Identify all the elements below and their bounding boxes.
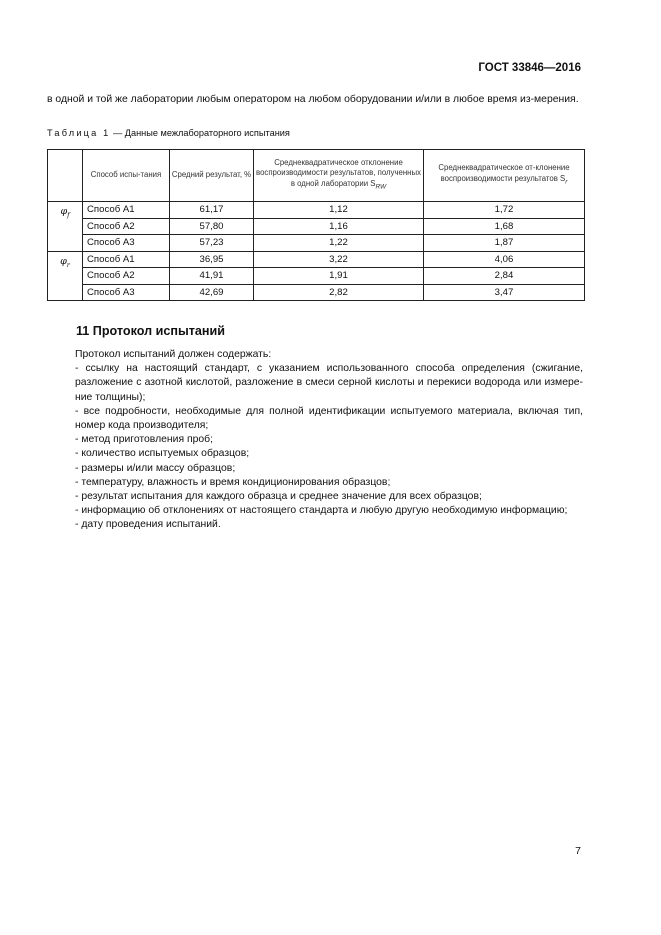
list-item: - информацию об отклонениях от настоящего стандарта и любую другую необходимую информацию; (75, 505, 568, 517)
header-srw-sub: RW (375, 183, 387, 191)
table-row (48, 284, 585, 301)
interlab-table (47, 149, 585, 301)
table-caption-label: Таблица 1 (47, 128, 111, 138)
list-item: - размеры и/или массу образцов; (75, 462, 236, 474)
cell-srw: 1,22 (254, 235, 424, 252)
group-symbol (48, 251, 83, 301)
table-caption-text: — Данные межлабораторного испытания (110, 128, 290, 138)
table-caption (47, 128, 290, 138)
section-body (47, 348, 583, 533)
header-mean: Средний результат, % (170, 150, 254, 202)
cell-srw: 1,91 (254, 268, 424, 285)
cell-mean: 57,80 (170, 218, 254, 235)
cell-srw: 3,22 (254, 251, 424, 268)
table-row (48, 251, 585, 268)
group-symbol (48, 202, 83, 252)
table-row (48, 218, 585, 235)
cell-method: Способ А3 (83, 284, 170, 301)
cell-method: Способ А2 (83, 268, 170, 285)
page-number: 7 (575, 845, 581, 857)
list-item: - ссылку на настоящий стандарт, с указанием использованного способа определения (сжигание, разложение с азотной кислотой, разложение в смеси серной кислоты и перекиси водорода или измере-ние толщины); (75, 363, 583, 403)
cell-mean: 41,91 (170, 268, 254, 285)
group-symbol-char: φ (60, 255, 67, 267)
cell-mean: 42,69 (170, 284, 254, 301)
table-header-row (48, 150, 585, 202)
list-item: - температуру, влажность и время кондиционирования образцов; (75, 476, 391, 488)
header-srw (254, 150, 424, 202)
list-item: - дату проведения испытаний. (75, 519, 221, 531)
group-symbol-sub: r (66, 260, 70, 269)
cell-method: Способ А3 (83, 235, 170, 252)
cell-method: Способ А2 (83, 218, 170, 235)
header-empty-cell (48, 150, 83, 202)
cell-sr: 4,06 (424, 251, 585, 268)
header-sr-sub: r (565, 178, 568, 186)
cell-sr: 3,47 (424, 284, 585, 301)
section-title: 11 Протокол испытаний (76, 324, 226, 338)
table-row (48, 268, 585, 285)
cell-sr: 1,87 (424, 235, 585, 252)
header-sr (424, 150, 585, 202)
header-srw-text: Среднеквадратическое отклонение воспроизводимости результатов, полученных в одной лаборатории S (256, 157, 421, 188)
cell-mean: 36,95 (170, 251, 254, 268)
cell-sr: 1,72 (424, 202, 585, 219)
group-symbol-char: φ (60, 206, 68, 217)
section-lead: Протокол испытаний должен содержать: (75, 349, 272, 360)
cell-sr: 2,84 (424, 268, 585, 285)
list-item: - метод приготовления проб; (75, 434, 214, 446)
table-row (48, 202, 585, 219)
cell-mean: 57,23 (170, 235, 254, 252)
cell-mean: 61,17 (170, 202, 254, 219)
cell-srw: 2,82 (254, 284, 424, 301)
cell-srw: 1,12 (254, 202, 424, 219)
table-row (48, 235, 585, 252)
cell-method: Способ А1 (83, 251, 170, 268)
cell-method: Способ А1 (83, 202, 170, 219)
cell-srw: 1,16 (254, 218, 424, 235)
group-symbol-sub: f (67, 210, 70, 219)
list-item: - все подробности, необходимые для полной идентификации испытуемого материала, включая тип, номер кода производителя; (75, 405, 583, 432)
list-item: - количество испытуемых образцов; (75, 448, 250, 460)
standard-number: ГОСТ 33846—2016 (478, 62, 581, 74)
header-method: Способ испы-тания (83, 150, 170, 202)
intro-paragraph: в одной и той же лаборатории любым оператором на любом оборудовании и/или в любое время из-мерения. (47, 94, 579, 105)
list-item: - результат испытания для каждого образца и среднее значение для всех образцов; (75, 491, 482, 503)
cell-sr: 1,68 (424, 218, 585, 235)
header-sr-text: Среднеквадратическое от-клонение воспроизводимости результатов S (438, 163, 570, 183)
requirements-list (47, 362, 583, 532)
